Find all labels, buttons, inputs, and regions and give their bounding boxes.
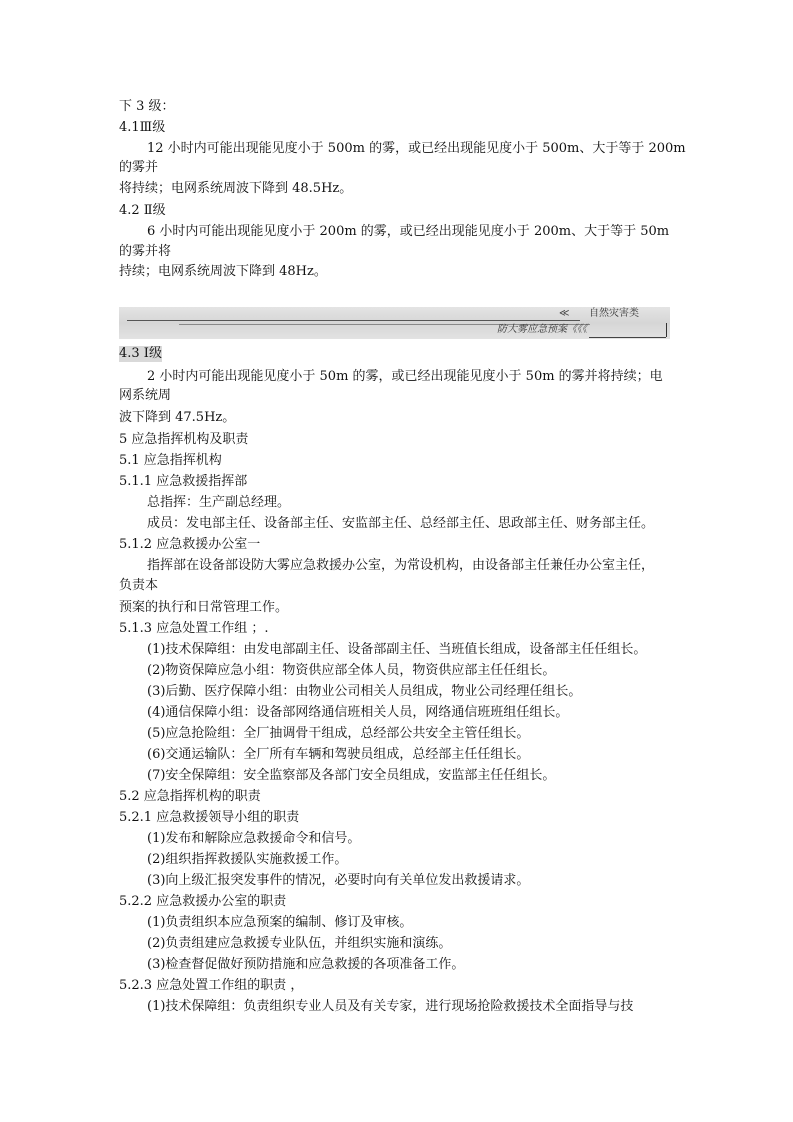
paragraph-4-1-end: 将持续；电网系统周波下降到 48.5Hz。	[119, 181, 353, 196]
list-item: (1)技术保障组：负责组织专业人员及有关专家，进行现场抢险救援技术全面指导与技	[147, 999, 634, 1014]
paragraph-4-3-cont: 网系统周	[119, 388, 172, 403]
list-item: (1)负责组织本应急预案的编制、修订及审核。	[147, 915, 413, 930]
heading-5-2-1: 5.2.1 应急救援领导小组的职责	[119, 810, 300, 825]
paragraph-4-1-cont: 的雾并	[119, 160, 159, 175]
paragraph-4-2: 6 小时内可能出现能见度小于 200m 的雾，或已经出现能见度小于 200m、大于等于 50m	[147, 224, 670, 239]
list-item: (3)检查督促做好预防措施和应急救援的各项准备工作。	[147, 957, 465, 972]
header-banner-image	[119, 307, 670, 339]
list-item: (1)技术保障组：由发电部副主任、设备部副主任、当班值长组成，设备部主任任组长。	[147, 642, 647, 657]
list-item: (4)通信保障小组：设备部网络通信班相关人员，网络通信班班组任组长。	[147, 705, 569, 720]
list-item: (2)组织指挥救援队实施救援工作。	[147, 852, 348, 867]
office-paragraph: 指挥部在设备部设防大雾应急救援办公室，为常设机构，由设备部主任兼任办公室主任，	[147, 558, 655, 573]
banner-end-bar	[666, 323, 667, 337]
heading-5-2: 5.2 应急指挥机构的职责	[119, 789, 261, 804]
heading-5-1: 5.1 应急指挥机构	[119, 453, 222, 468]
heading-5-2-3: 5.2.3 应急处置工作组的职责 ，	[119, 978, 304, 993]
list-item: (2)负责组建应急救援专业队伍，并组织实施和演练。	[147, 936, 452, 951]
heading-4-2: 4.2 Ⅱ级	[119, 203, 166, 218]
heading-5: 5 应急指挥机构及职责	[119, 432, 249, 447]
heading-5-2-2: 5.2.2 应急救援办公室的职责	[119, 894, 287, 909]
office-paragraph-end: 预案的执行和日常管理工作。	[119, 600, 289, 615]
heading-5-1-1: 5.1.1 应急救援指挥部	[119, 474, 248, 489]
banner-title: 防大雾应急预案《《《	[497, 324, 587, 335]
list-item: (5)应急抢险组：全厂抽调骨干组成，总经部公共安全主管任组长。	[147, 726, 530, 741]
list-item: (6)交通运输队：全厂所有车辆和驾驶员组成，总经部主任任组长。	[147, 747, 530, 762]
heading-5-1-3: 5.1.3 应急处置工作组 ；.	[119, 621, 269, 636]
list-item: (3)向上级汇报突发事件的情况，必要时向有关单位发出救援请求。	[147, 873, 530, 888]
list-item: (3)后勤、医疗保障小组：由物业公司相关人员组成，物业公司经理任组长。	[147, 684, 582, 699]
list-item: (7)安全保障组：安全监察部及各部门安全员组成，安监部主任任组长。	[147, 768, 556, 783]
banner-rule	[127, 320, 580, 321]
banner-category: 自然灾害类	[589, 308, 639, 319]
paragraph-4-1: 12 小时内可能出现能见度小于 500m 的雾，或已经出现能见度小于 500m、大于等于 200m	[147, 141, 686, 156]
paragraph-4-3: 2 小时内可能出现能见度小于 50m 的雾，或已经出现能见度小于 50m 的雾并将持续；电	[147, 369, 663, 384]
level-intro: 下 3 级：	[119, 99, 175, 114]
paragraph-4-2-end: 持续；电网系统周波下降到 48Hz。	[119, 264, 327, 279]
members-text: 成员：发电部主任、设备部主任、安监部主任、总经部主任、思政部主任、财务部主任。	[147, 516, 655, 531]
heading-4-3: 4.3 Ⅰ级	[119, 346, 162, 361]
heading-4-1: 4.1Ⅲ级	[119, 120, 166, 135]
list-item: (1)发布和解除应急救援命令和信号。	[147, 831, 361, 846]
banner-rule	[589, 337, 666, 338]
commander-text: 总指挥：生产副总经理。	[147, 495, 291, 510]
paragraph-4-2-cont: 的雾并将	[119, 244, 172, 259]
banner-ornament: ≪	[559, 308, 570, 319]
paragraph-4-3-end: 波下降到 47.5Hz。	[119, 410, 236, 425]
office-paragraph-cont: 负责本	[119, 578, 159, 593]
list-item: (2)物资保障应急小组：物资供应部全体人员，物资供应部主任任组长。	[147, 663, 556, 678]
heading-5-1-2: 5.1.2 应急救援办公室一	[119, 537, 261, 552]
